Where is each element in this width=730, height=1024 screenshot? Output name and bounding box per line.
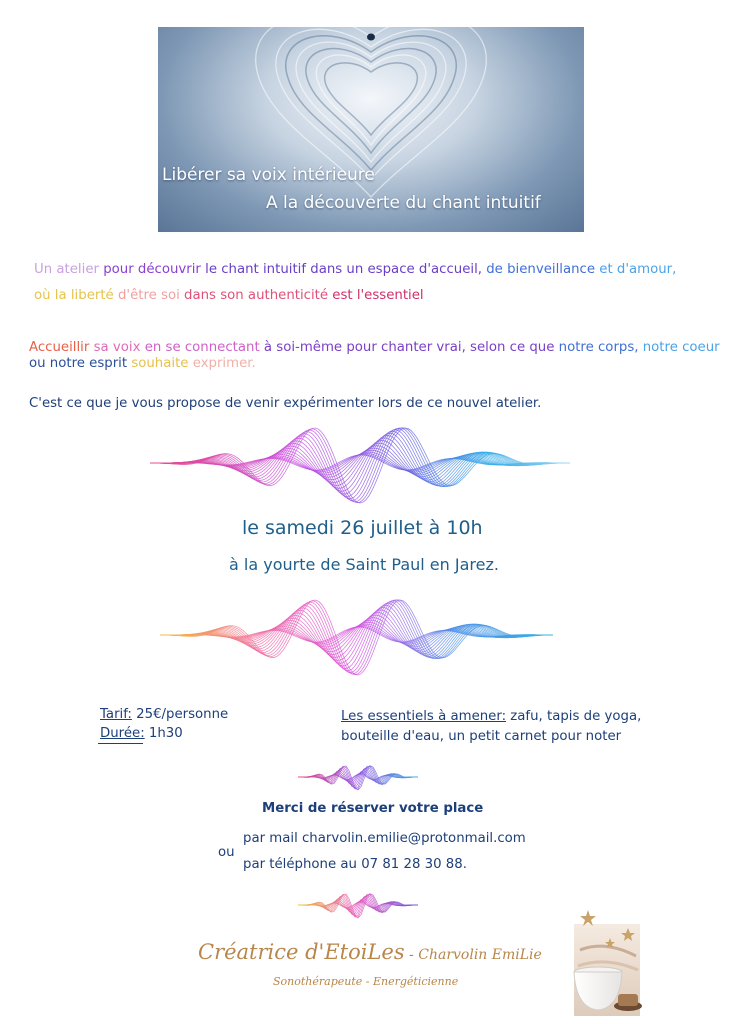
proposal-text: C'est ce que je vous propose de venir expérimenter lors de ce nouvel atelier. <box>29 396 542 411</box>
hero-banner <box>158 27 584 232</box>
sound-wave-decoration-3 <box>298 760 418 794</box>
sound-wave-decoration-4 <box>298 888 418 922</box>
author-name: Charvolin EmiLie <box>418 947 542 963</box>
tarif-value: 25€/personne <box>131 707 229 722</box>
signature-dash: - <box>404 947 419 963</box>
essentials-label: Les essentiels à amener: <box>341 709 507 724</box>
author-subtitle: Sonothérapeute - Energéticienne <box>273 975 459 988</box>
booking-title: Merci de réserver votre place <box>262 801 484 816</box>
water-drop-icon <box>367 34 375 41</box>
event-date: le samedi 26 juillet à 10h <box>242 517 483 539</box>
acc1-segment-0: Accueillir <box>29 340 94 355</box>
essentials-row <box>341 706 641 727</box>
booking-or: ou <box>218 845 235 860</box>
acc1-segment-1: sa voix <box>93 340 145 355</box>
intro2-segment-3: est l'essentiel <box>332 288 424 303</box>
acc1-segment-5: notre coeur <box>638 340 720 355</box>
booking-phone: par téléphone au 07 81 28 30 88. <box>243 857 467 872</box>
brand-name: Créatrice d'EtoiLes <box>198 940 405 964</box>
singing-bowl-photo <box>560 910 650 1020</box>
sound-wave-decoration-1 <box>150 418 570 508</box>
acc1-segment-2: en se connectant <box>144 340 264 355</box>
duree-value: 1h30 <box>144 726 183 741</box>
acc2-segment-0: ou notre esprit <box>29 356 132 371</box>
acc2-segment-1: souhaite <box>131 356 193 371</box>
intro1-segment-2: le chant intuitif dans un espace d'accueil, <box>205 262 483 277</box>
hero-title-line1: Libérer sa voix intérieure <box>162 165 375 185</box>
essentials-value-1: zafu, tapis de yoga, <box>506 709 642 724</box>
intro1-segment-4: et d'amour, <box>595 262 677 277</box>
accueil-line-2 <box>29 352 256 376</box>
event-place: à la yourte de Saint Paul en Jarez. <box>229 555 499 574</box>
hero-title-line2: A la découverte du chant intuitif <box>266 193 541 213</box>
intro2-segment-1: d'être soi <box>117 288 185 303</box>
duree-row <box>100 723 183 744</box>
booking-mail: par mail charvolin.emilie@protonmail.com <box>243 831 526 846</box>
intro1-segment-1: pour découvrir <box>103 262 206 277</box>
intro2-segment-2: dans son authenticité <box>184 288 333 303</box>
essentials-value-2: bouteille d'eau, un petit carnet pour noter <box>341 729 622 744</box>
acc1-segment-4: notre corps, <box>558 340 639 355</box>
duree-rule <box>98 743 143 744</box>
acc1-segment-3: à soi-même pour chanter vrai, selon ce que <box>263 340 559 355</box>
tarif-label: Tarif: <box>100 707 132 722</box>
duree-label: Durée: <box>100 726 145 741</box>
sound-wave-decoration-2 <box>160 590 555 680</box>
tarif-row <box>100 704 228 725</box>
intro1-segment-3: de bienveillance <box>482 262 596 277</box>
intro-line-1 <box>34 258 676 282</box>
signature-line <box>198 940 542 964</box>
acc2-segment-2: exprimer. <box>192 356 256 371</box>
intro2-segment-0: où la liberté <box>34 288 118 303</box>
intro1-segment-0: Un atelier <box>34 262 104 277</box>
intro-line-2 <box>34 284 424 308</box>
